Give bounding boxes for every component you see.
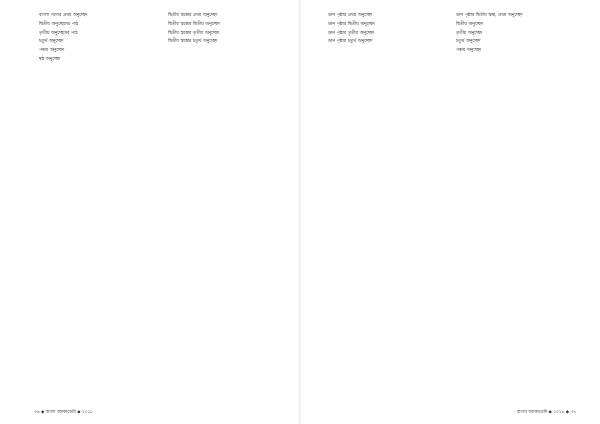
paragraph: ডান পৃষ্ঠার দ্বিতীয় অনুচ্ছেদ [328,21,375,27]
right-page-column-1 [323,12,443,404]
paragraph: বাংলা গদ্যের প্রথম অনুচ্ছেদ [39,13,88,18]
paragraph: দ্বিতীয় স্তম্ভের তৃতীয় অনুচ্ছেদ [168,30,220,36]
paragraph: ডান পৃষ্ঠার তৃতীয় অনুচ্ছেদ [328,30,375,36]
right-page [300,0,600,424]
paragraph: ডান পৃষ্ঠার দ্বিতীয় স্তম্ভ, প্রথম অনুচ্ছেদ [456,13,523,18]
paragraph: ষষ্ঠ অনুচ্ছেদ [39,56,61,62]
left-page-column-1 [34,12,154,404]
paragraph: পঞ্চম অনুচ্ছেদ [39,48,65,53]
paragraph: দ্বিতীয় স্তম্ভের চতুর্থ অনুচ্ছেদ [168,39,218,45]
right-page-column-2 [451,12,571,404]
paragraph: দ্বিতীয় স্তম্ভের দ্বিতীয় অনুচ্ছেদ [168,21,220,27]
paragraph: চতুর্থ অনুচ্ছেদ [456,39,481,45]
paragraph: তৃতীয় অনুচ্ছেদের পাঠ [39,30,78,36]
paragraph: ডান পৃষ্ঠার চতুর্থ অনুচ্ছেদ [328,39,373,45]
paragraph: চতুর্থ অনুচ্ছেদ [39,39,64,45]
paragraph: তৃতীয় অনুচ্ছেদ [456,30,483,36]
paragraph: পঞ্চম অনুচ্ছেদ [456,48,482,53]
paragraph: ডান পৃষ্ঠার প্রথম অনুচ্ছেদ [328,13,373,18]
left-page-footer: ৩৬ ◆ বাংলা অ্যাকাডেমি ◆ ২০১৮ [34,410,94,415]
left-page-column-2 [163,12,283,404]
paragraph: দ্বিতীয় অনুচ্ছেদের পাঠ [39,21,79,27]
right-page-footer: বাংলা অ্যাকাডেমি ◆ ২০১৮ ◆ ৩৭ [516,410,576,415]
paragraph: দ্বিতীয় অনুচ্ছেদ [456,21,483,27]
paragraph: দ্বিতীয় স্তম্ভের প্রথম অনুচ্ছেদ [168,13,218,18]
